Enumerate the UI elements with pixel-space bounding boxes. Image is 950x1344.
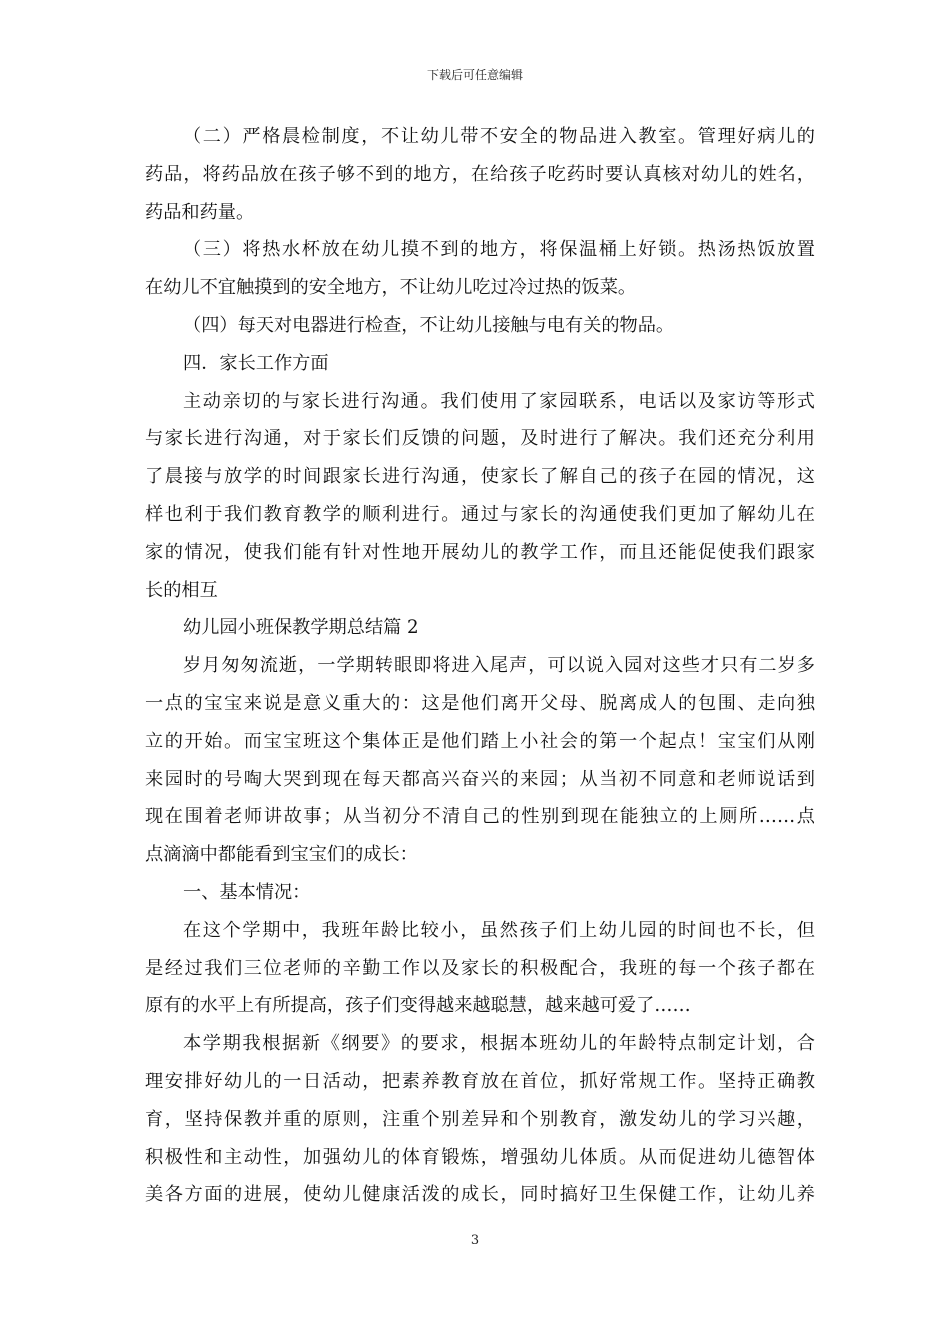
text-line: 积极性和主动性，加强幼儿的体育锻炼，增强幼儿体质。从而促进幼儿德智体: [145, 1146, 815, 1168]
text-line: 来园时的号啕大哭到现在每天都高兴奋兴的来园；从当初不同意和老师说话到: [145, 768, 815, 790]
text-line: 在幼儿不宜触摸到的安全地方，不让幼儿吃过冷过热的饭菜。: [145, 277, 637, 299]
text-line: （二）严格晨检制度，不让幼儿带不安全的物品进入教室。管理好病儿的: [183, 126, 815, 147]
text-line: 立的开始。而宝宝班这个集体正是他们踏上小社会的第一个起点！宝宝们从刚: [145, 730, 815, 752]
text-line: 美各方面的进展，使幼儿健康活泼的成长，同时搞好卫生保健工作，让幼儿养: [145, 1184, 815, 1206]
text-line: 是经过我们三位老师的辛勤工作以及家长的积极配合，我班的每一个孩子都在: [145, 957, 815, 979]
text-line: 在这个学期中，我班年龄比较小，虽然孩子们上幼儿园的时间也不长，但: [183, 919, 815, 941]
text-line: 一点的宝宝来说是意义重大的：这是他们离开父母、脱离成人的包围、走向独: [145, 692, 815, 714]
text-line: 育，坚持保教并重的原则，注重个别差异和个别教育，激发幼儿的学习兴趣，: [145, 1108, 815, 1130]
page-number: 3: [470, 1233, 480, 1248]
text-line: （四）每天对电器进行检查，不让幼儿接触与电有关的物品。: [183, 314, 675, 336]
text-line: （三）将热水杯放在幼儿摸不到的地方，将保温桶上好锁。热汤热饭放置: [183, 239, 815, 261]
page-header: 下载后可任意编辑: [426, 68, 523, 82]
text-line: 主动亲切的与家长进行沟通。我们使用了家园联系，电话以及家访等形式: [183, 390, 815, 412]
text-line: 一、基本情况：: [183, 881, 311, 903]
document-body: [145, 118, 815, 1214]
text-line: 理安排好幼儿的一日活动，把素养教育放在首位，抓好常规工作。坚持正确教: [145, 1070, 815, 1092]
text-line: 药品和药量。: [145, 201, 255, 223]
text-line: 现在围着老师讲故事；从当初分不清自己的性别到现在能独立的上厕所……点: [145, 806, 815, 828]
text-line: 长的相互: [145, 579, 218, 601]
text-line: 样也利于我们教育教学的顺利进行。通过与家长的沟通使我们更加了解幼儿在: [145, 503, 815, 525]
text-line: 岁月匆匆流逝，一学期转眼即将进入尾声，可以说入园对这些才只有二岁多: [183, 655, 815, 677]
text-line: 幼儿园小班保教学期总结篇 2: [183, 617, 419, 639]
text-line: 原有的水平上有所提高，孩子们变得越来越聪慧，越来越可爱了……: [145, 995, 691, 1017]
text-line: 家的情况，使我们能有针对性地开展幼儿的教学工作，而且还能促使我们跟家: [145, 541, 815, 563]
text-line: 点滴滴中都能看到宝宝们的成长：: [145, 844, 418, 866]
text-line: 本学期我根据新《纲要》的要求，根据本班幼儿的年龄特点制定计划，合: [183, 1033, 815, 1055]
text-line: 与家长进行沟通，对于家长们反馈的问题，及时进行了解决。我们还充分利用: [145, 428, 815, 450]
text-line: 药品，将药品放在孩子够不到的地方，在给孩子吃药时要认真核对幼儿的姓名，: [145, 163, 815, 185]
text-line: 四．家长工作方面: [183, 352, 329, 374]
text-line: 了晨接与放学的时间跟家长进行沟通，使家长了解自己的孩子在园的情况，这: [145, 466, 815, 488]
